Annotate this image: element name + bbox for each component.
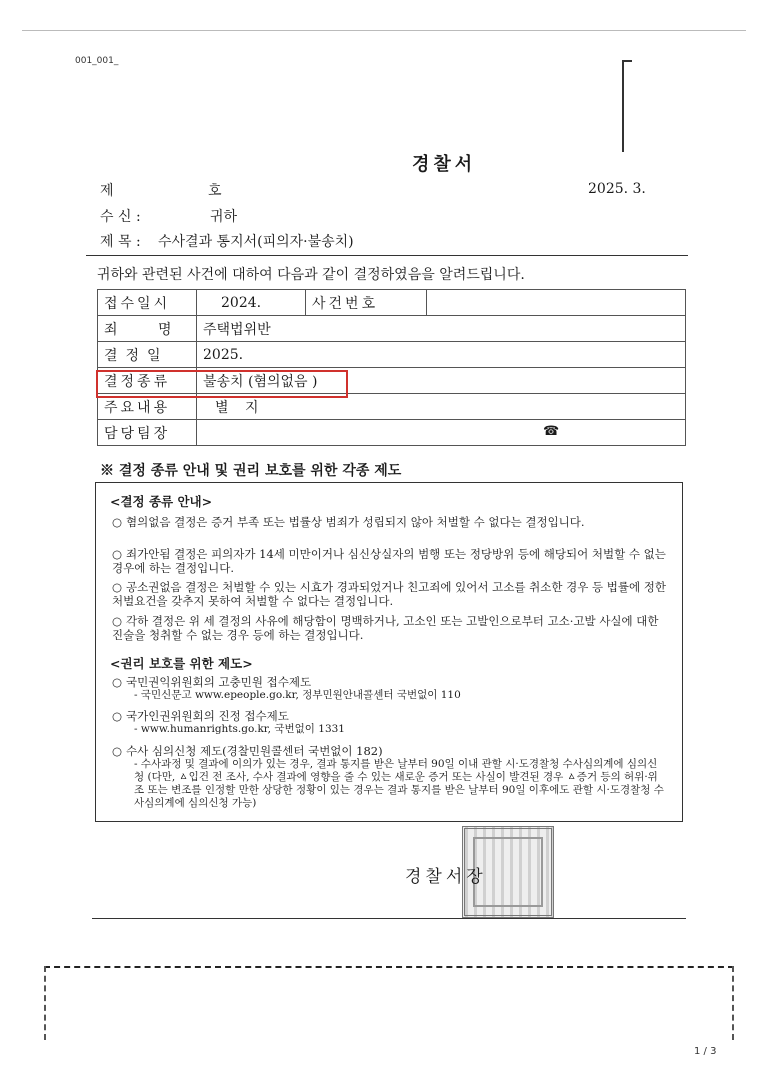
decision-date-value: 2025.	[197, 342, 686, 368]
footer-rule	[92, 918, 686, 919]
top-rule	[22, 30, 746, 31]
decision-type-label: 결정종류	[98, 368, 197, 394]
crime-label: 죄 명	[98, 316, 197, 342]
list-item	[112, 709, 672, 736]
item-title: 수사 심의신청 제도(경찰민원콜센터 국번없이 182)	[126, 744, 383, 758]
list-item	[112, 744, 672, 810]
case-number-value	[427, 290, 686, 316]
decision-type-value: 불송치 (혐의없음 )	[197, 368, 686, 394]
list-item	[112, 580, 672, 608]
officer-value	[197, 420, 686, 446]
received-value-text: 2024.	[221, 294, 262, 311]
content-value-text: 별 지	[215, 399, 265, 416]
content-label: 주요내용	[98, 394, 197, 420]
circle-bullet-icon: ○	[112, 744, 123, 758]
circle-bullet-icon: ○	[112, 580, 123, 594]
officer-label: 담당팀장	[98, 420, 197, 446]
item-text: 각하 결정은 위 세 결정의 사유에 해당함이 명백하거나, 고소인 또는 고발인으로부터 고소·고발 사실에 대한 진술을 청취할 수 없는 경우 등에 하는 결정입니다.	[112, 614, 659, 642]
corner-mark	[622, 60, 632, 152]
section-rights-title: <권리 보호를 위한 제도>	[110, 656, 253, 671]
item-text: 혐의없음 결정은 증거 부족 또는 법률상 범죄가 성립되지 않아 처벌할 수 없다는 결정입니다.	[126, 515, 585, 529]
number-suffix: 호	[208, 183, 222, 199]
decision-date-label: 결정일	[98, 342, 197, 368]
section-decision-types-title: <결정 종류 안내>	[110, 494, 213, 509]
notice-heading: ※ 결정 종류 안내 및 권리 보호를 위한 각종 제도	[100, 463, 402, 479]
notice-box	[95, 482, 683, 822]
circle-bullet-icon: ○	[112, 614, 123, 628]
table-row	[98, 420, 686, 446]
circle-bullet-icon: ○	[112, 547, 123, 561]
scan-frame-top	[44, 966, 734, 968]
case-number-label: 사건번호	[306, 290, 427, 316]
item-sub: - www.humanrights.go.kr, 국번없이 1331	[134, 723, 345, 735]
header-rule	[86, 255, 688, 256]
scan-frame-right	[732, 966, 734, 1040]
list-item	[112, 614, 672, 642]
item-title: 국가인권위원회의 진정 접수제도	[126, 709, 289, 723]
scan-frame-left	[44, 966, 46, 1040]
table-row	[98, 342, 686, 368]
number-label: 제	[100, 183, 114, 199]
table-row	[98, 290, 686, 316]
signature: 경찰서장	[405, 867, 487, 887]
document-title: 경찰서	[412, 154, 477, 175]
received-label: 접수일시	[98, 290, 197, 316]
circle-bullet-icon: ○	[112, 709, 123, 723]
item-sub: - 수사과정 및 결과에 이의가 있는 경우, 결과 통지를 받은 날부터 90일 이내 관할 시·도경찰청 수사심의계에 심의신청 (다만, ㅿ입건 전 조사, 수사 결과에 영향을 줄 수 있는 새로운 증거 또는 사실이 발견된 경우 ㅿ증거 등의 허위·위조 또는 변조를 인정할 만한 상당한 정황이 있는 경우는 결과 통지를 받은 날부터 90일 이후에도 관할 시·도경찰청 수사심의계에 심의신청 가능)	[134, 758, 664, 809]
item-title: 국민권익위원회의 고충민원 접수제도	[126, 675, 312, 689]
page-number: 1 / 3	[694, 1046, 717, 1057]
subject-label: 제 목 :	[100, 234, 141, 250]
phone-icon: ☎	[543, 424, 560, 439]
corner-mark-dash	[622, 60, 632, 62]
decision-table	[97, 289, 686, 446]
decision-type-highlight	[96, 370, 348, 398]
subject-value: 수사결과 통지서(피의자·불송치)	[158, 234, 354, 250]
item-sub: - 국민신문고 www.epeople.go.kr, 정부민원안내콜센터 국번없이 110	[134, 689, 461, 701]
list-item	[112, 547, 672, 575]
list-item	[112, 675, 672, 702]
file-code: 001_001_	[75, 56, 119, 66]
item-text: 공소권없음 결정은 처벌할 수 있는 시효가 경과되었거나 친고죄에 있어서 고소를 취소한 경우 등 법률에 정한 처벌요건을 갖추지 못하여 처벌할 수 없다는 결정입니다.	[112, 580, 666, 608]
circle-bullet-icon: ○	[112, 675, 123, 689]
document-date: 2025. 3.	[588, 181, 646, 197]
circle-bullet-icon: ○	[112, 515, 123, 529]
list-item	[112, 515, 672, 529]
table-row	[98, 316, 686, 342]
crime-value: 주택법위반	[197, 316, 686, 342]
item-text: 죄가안됨 결정은 피의자가 14세 미만이거나 심신상실자의 범행 또는 정당방위 등에 해당되어 처벌할 수 없는 경우에 하는 결정입니다.	[112, 547, 666, 575]
intro-text: 귀하와 관련된 사건에 대하여 다음과 같이 결정하였음을 알려드립니다.	[97, 267, 525, 283]
recipient-value: 귀하	[210, 209, 238, 225]
received-value	[197, 290, 306, 316]
recipient-label: 수 신 :	[100, 209, 141, 225]
